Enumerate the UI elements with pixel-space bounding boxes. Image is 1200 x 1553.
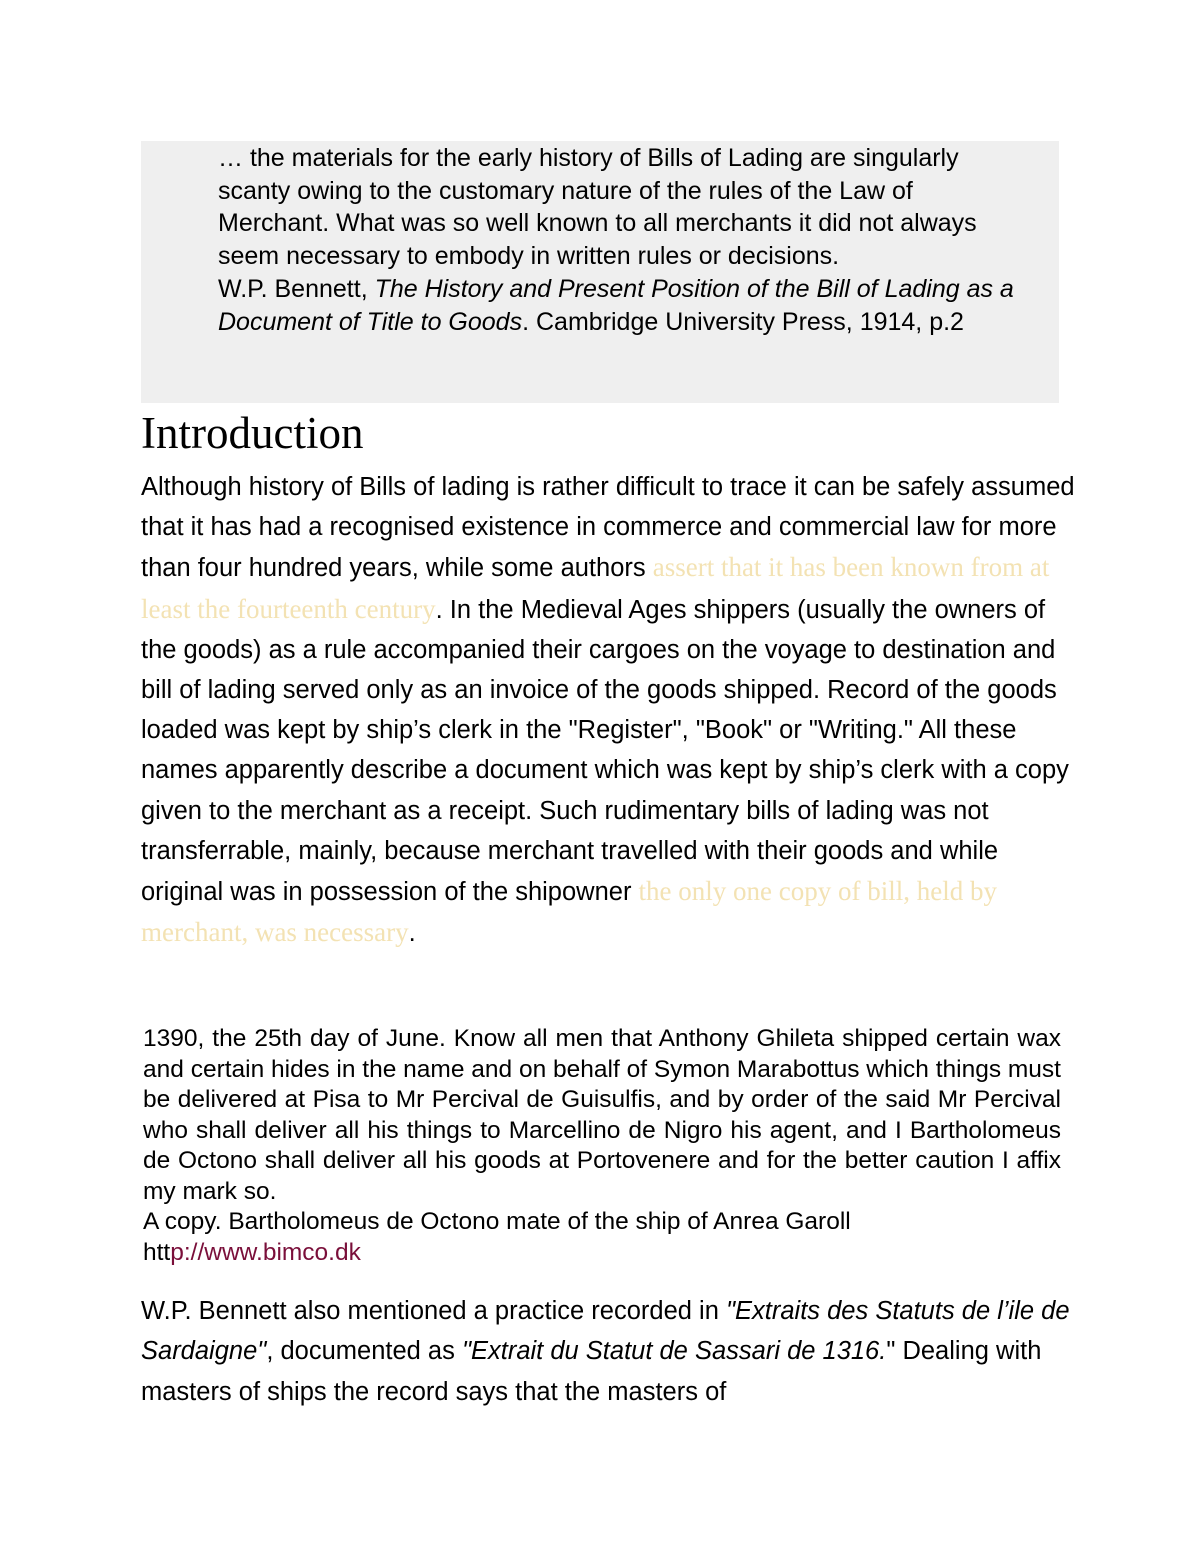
source-link[interactable] [143, 1238, 1061, 1269]
intro-paragraph [141, 467, 1081, 953]
faded-text-1: assert that it has been known from at least the fourteenth century [141, 552, 1050, 624]
intro-text-3: . [408, 919, 416, 948]
intro-text-2: . In the Medieval Ages shippers (usually the owners of the goods) as a rule accompanied their cargoes on the voyage to destination and bill of lading served only as an invoice of the goods shipped. Record of the goods loaded was kept by ship’s clerk in the "Register", "Book" or "Writing." All these names apparently describe a document which was kept by ship’s clerk with a copy given to the merchant as a receipt. Such rudimentary bills of lading was not transferrable, mainly, because merchant travelled with their goods and while original was in possession of the shipowner [141, 595, 1069, 907]
citation-author: W.P. Bennett, [218, 274, 375, 303]
bennett-italic-1: "Extraits des Statuts de l’ile de Sardaigne" [141, 1297, 1070, 1366]
bennett-paragraph [141, 1291, 1071, 1412]
bill-copy-line: A copy. Bartholomeus de Octono mate of the ship of Anrea Garoll [143, 1208, 851, 1235]
quote-body: … the materials for the early history of Bills of Lading are singularly scanty owing to the customary nature of the rules of the Law of Merchant. What was so well known to all merchants it did not always seem necessary to embody in written rules or decisions. [218, 144, 977, 271]
link-rest: p://www.bimco.dk [170, 1238, 361, 1266]
bill-of-lading-text: 1390, the 25th day of June. Know all men that Anthony Ghileta shipped certain wax and certain hides in the name and on behalf of Symon Marabottus which things must be delivered at Pisa to Mr Percival de Guisulfis, and by order of the said Mr Percival who shall deliver all his things to Marcellino de Nigro his agent, and I Bartholomeus de Octono shall deliver all his goods at Portovenere and for the better caution I affix my mark so. [143, 1025, 1061, 1205]
bennett-text-3: " Dealing with masters of ships the record says that the masters of [141, 1337, 1042, 1406]
bennett-text-2: , documented as [266, 1337, 462, 1366]
quote-citation [218, 273, 1018, 338]
bennett-text-1: W.P. Bennett also mentioned a practice recorded in [141, 1297, 726, 1325]
bill-of-lading-excerpt [143, 1024, 1061, 1268]
section-heading: Introduction [141, 408, 364, 458]
citation-title: The History and Present Position of the Bill of Lading as a Document of Title to Goods [218, 274, 1014, 336]
intro-text-1: Although history of Bills of lading is rather difficult to trace it can be safely assumed that it has had a recognised existence in commerce and commercial law for more than four hundred years, while some authors [141, 473, 1075, 583]
faded-text-2: the only one copy of bill, held by merchant, was necessary [141, 876, 997, 948]
bennett-italic-2: "Extrait du Statut de Sassari de 1316. [461, 1337, 887, 1366]
link-prefix: htt [143, 1238, 171, 1266]
epigraph-quote [218, 142, 1018, 338]
citation-publisher: . Cambridge University Press, 1914, p.2 [522, 307, 964, 336]
